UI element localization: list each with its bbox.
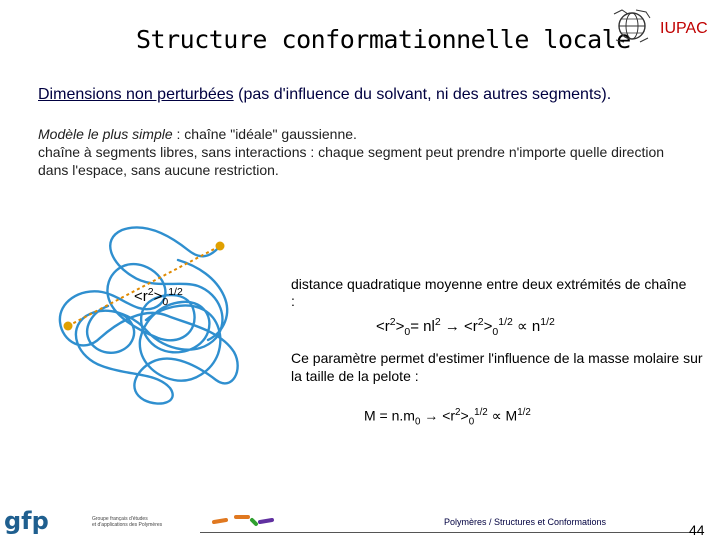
- f1-c: = nl: [410, 318, 435, 335]
- f2-c-sup: 1/2: [474, 407, 488, 418]
- decorative-marks-icon: [212, 514, 276, 528]
- page-number: 44: [689, 522, 705, 538]
- intro-italic: Modèle le plus simple: [38, 126, 173, 142]
- coil-path: [60, 227, 238, 403]
- f1-a: <r: [376, 318, 390, 335]
- f1-f: n: [531, 318, 541, 335]
- f2-b-sup: 2: [455, 407, 461, 418]
- chain-start-dot: [64, 322, 73, 331]
- f1-a-sup: 2: [389, 316, 396, 328]
- f1-prop: ∝: [512, 318, 532, 335]
- f1-arrow: →: [440, 318, 465, 335]
- iupac-logo-icon: [612, 6, 652, 46]
- f2-b: <r: [442, 407, 456, 424]
- footer-course-title: Polymères / Structures et Conformations: [444, 517, 607, 527]
- chain-end-dot: [216, 242, 225, 251]
- f1-e-sub: 0: [492, 326, 499, 338]
- intro-paragraph: [38, 125, 678, 179]
- f2-c: >: [460, 407, 469, 424]
- footer-org: [92, 516, 192, 528]
- gfp-logo-icon: [4, 508, 62, 534]
- section-heading: [38, 86, 611, 104]
- description-2: Ce paramètre permet d'estimer l'influence de la masse molaire sur la taille de la pelote :: [291, 350, 703, 384]
- formula-1: [376, 316, 555, 338]
- description-1: distance quadratique moyenne entre deux extrémités de chaîne :: [291, 276, 687, 309]
- f2-a: M = n.m: [364, 407, 415, 424]
- f2-d-sup: 1/2: [517, 407, 531, 418]
- f1-b-sub: 0: [404, 326, 411, 338]
- intro-line1-rest: : chaîne "idéale" gaussienne.: [172, 126, 357, 142]
- heading-underlined: Dimensions non perturbées: [38, 86, 234, 103]
- f2-a-sub: 0: [414, 416, 421, 428]
- f1-d: <r: [464, 318, 478, 335]
- intro-line-2: chaîne à segments libres, sans interactions : chaque segment peut prendre n'importe quelle direction dans l'espace, sans aucune restriction.: [38, 144, 665, 178]
- f1-e: >: [483, 318, 493, 335]
- footer-divider: [200, 532, 700, 533]
- f1-d-sup: 2: [477, 316, 484, 328]
- f1-b: >: [395, 318, 405, 335]
- f2-prop: ∝: [487, 407, 506, 424]
- intro-line-1: [38, 125, 678, 143]
- coil-label-mid: >: [153, 288, 163, 305]
- coil-label-sup: 2: [147, 286, 154, 298]
- heading-rest: (pas d'influence du solvant, ni des autres segments).: [233, 86, 612, 103]
- f1-e-sup: 1/2: [498, 316, 513, 328]
- coil-label-sub: 0: [162, 296, 169, 308]
- f2-c-sub: 0: [468, 416, 475, 428]
- f2-arrow: →: [420, 407, 443, 424]
- formula-2: [364, 407, 531, 427]
- org-name: IUPAC: [660, 20, 708, 37]
- gfp-logo-text: gfp: [4, 508, 49, 534]
- coil-label-exp: 1/2: [168, 286, 183, 298]
- page-title: Structure conformationnelle locale: [136, 25, 631, 54]
- footer-org-line1: Groupe français d'études: [92, 516, 148, 522]
- coil-label-base: <r: [134, 288, 148, 305]
- footer-org-line2: et d'applications des Polymères: [92, 522, 163, 528]
- f2-d: M: [505, 407, 518, 424]
- random-coil-diagram: [48, 220, 258, 410]
- f1-c-sup: 2: [434, 316, 441, 328]
- f1-f-sup: 1/2: [540, 316, 555, 328]
- coil-label: [134, 286, 183, 308]
